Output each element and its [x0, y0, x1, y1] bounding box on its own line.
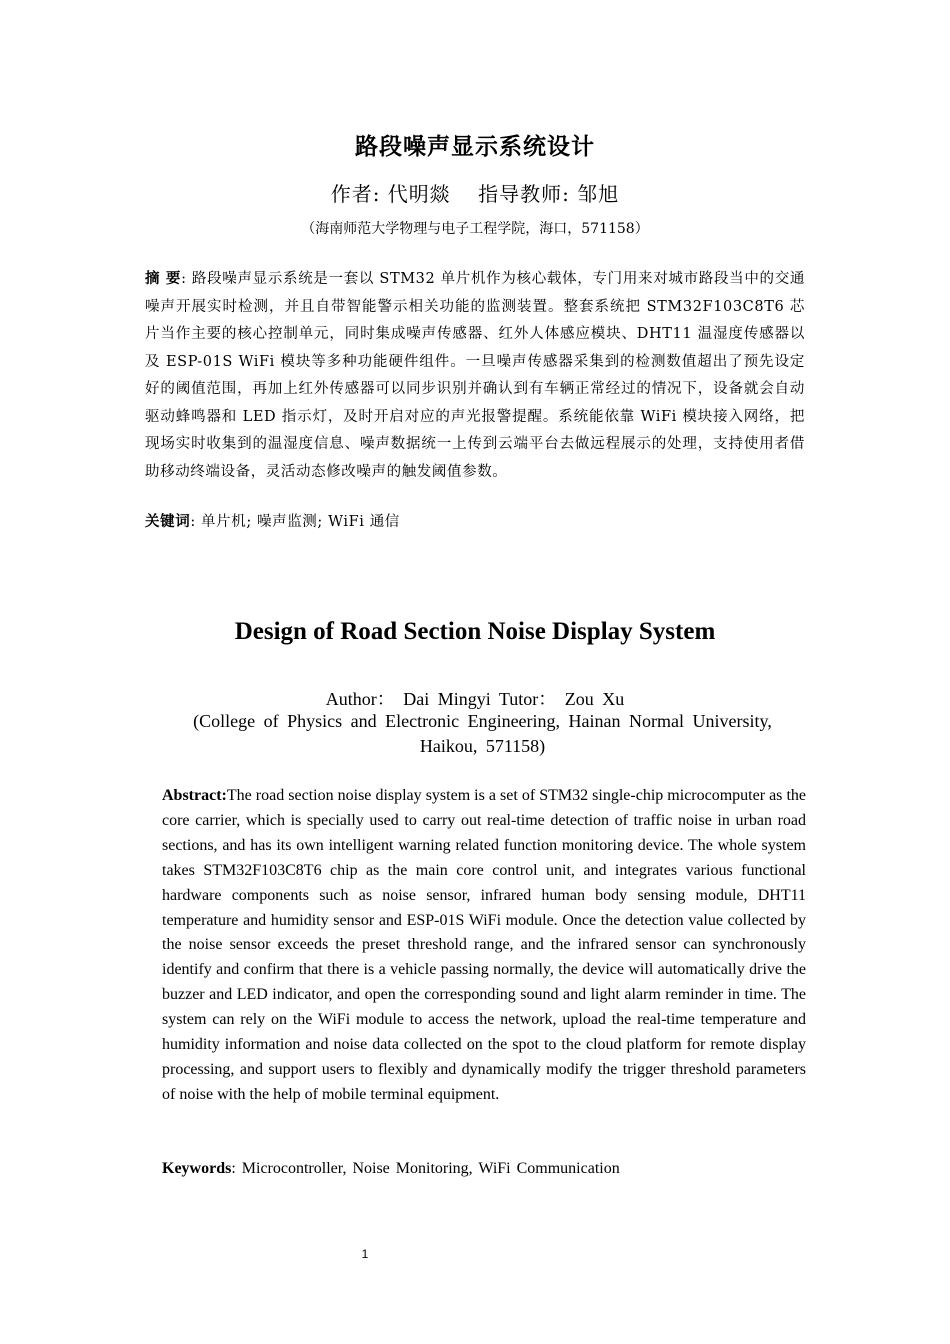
- chinese-abstract-text: 路段噪声显示系统是一套以 STM32 单片机作为核心载体，专门用来对城市路段当中的交通噪声开展实时检测，并且自带智能警示相关功能的监测装置。整套系统把 STM32F103C8T6 芯片当作主要的核心控制单元，同时集成噪声传感器、红外人体感应模块、DHT11 温湿度传感器以及 ESP-01S WiFi 模块等多种功能硬件组件。一旦噪声传感器采集到的检测数值超出了预先设定好的阈值范围，再加上红外传感器可以同步识别并确认到有车辆正常经过的情况下，设备就会自动驱动蜂鸣器和 LED 指示灯，及时开启对应的声光报警提醒。系统能依靠 WiFi 模块接入网络，把现场实时收集到的温湿度信息、噪声数据统一上传到云端平台去做远程展示的处理，支持使用者借助移动终端设备，灵活动态修改噪声的触发阈值参数。: [145, 271, 805, 480]
- english-abstract: [162, 784, 806, 1108]
- chinese-keywords: 关键词: 单片机; 噪声监测; WiFi 通信: [145, 513, 400, 530]
- chinese-affiliation: （海南师范大学物理与电子工程学院，海口，571158）: [301, 221, 649, 237]
- chinese-tutor: 指导教师: 邹旭: [478, 182, 620, 206]
- chinese-keywords-text: 单片机; 噪声监测; WiFi 通信: [201, 514, 400, 530]
- chinese-author-line: [0, 178, 950, 207]
- chinese-keywords-label: 关键词: [145, 513, 191, 530]
- english-abstract-text: The road section noise display system is a set of STM32 single-chip microcomputer as the core carrier, which is specially used to carry out real-time detection of traffic noise in urban road sections, and has its own intelligent warning related function monitoring device. The whole system takes STM32F103C8T6 chip as the main core control unit, and integrates various functional hardware components such as noise sensor, infrared human body sensing module, DHT11 temperature and humidity sensor and ESP-01S WiFi module. Once the detection value collected by the noise sensor exceeds the preset threshold range, and the infrared sensor can synchronously identify and confirm that there is a vehicle passing normally, the device will automatically drive the buzzer and LED indicator, and open the corresponding sound and light alarm reminder in time. The system can rely on the WiFi module to access the network, upload the real-time temperature and humidity information and noise data collected on the spot to the cloud platform for remote display processing, and support users to flexibly and dynamically modify the trigger threshold parameters of noise with the help of mobile terminal equipment.: [162, 787, 806, 1103]
- english-keywords: Keywords: Microcontroller, Noise Monitoring, WiFi Communication: [162, 1160, 620, 1177]
- chinese-author: 作者: 代明燚: [330, 182, 451, 206]
- english-abstract-label: Abstract:: [162, 787, 227, 804]
- chinese-abstract-label: 摘 要: [145, 270, 182, 287]
- chinese-title: 路段噪声显示系统设计: [355, 133, 595, 160]
- english-author-line: Author： Dai Mingyi Tutor： Zou Xu: [325, 689, 625, 709]
- page-number: 1: [361, 1247, 369, 1261]
- english-title: Design of Road Section Noise Display System: [234, 618, 716, 645]
- english-keywords-text: Microcontroller, Noise Monitoring, WiFi Communication: [241, 1160, 620, 1177]
- english-affiliation: (College of Physics and Electronic Engineering, Hainan Normal University, Haikou, 571158): [193, 711, 772, 756]
- english-keywords-label: Keywords: [162, 1160, 232, 1177]
- chinese-abstract: 摘 要: 路段噪声显示系统是一套以 STM32 单片机作为核心载体，专门用来对城市路段当中的交通噪声开展实时检测，并且自带智能警示相关功能的监测装置。整套系统把 STM32F103C8T6 芯片当作主要的核心控制单元，同时集成噪声传感器、红外人体感应模块、DHT11 温湿度传感器以及 ESP-01S WiFi 模块等多种功能硬件组件。一旦噪声传感器采集到的检测数值超出了预先设定好的阈值范围，再加上红外传感器可以同步识别并确认到有车辆正常经过的情况下，设备就会自动驱动蜂鸣器和 LED 指示灯，及时开启对应的声光报警提醒。系统能依靠 WiFi 模块接入网络，把现场实时收集到的温湿度信息、噪声数据统一上传到云端平台去做远程展示的处理，支持使用者借助移动终端设备，灵活动态修改噪声的触发阈值参数。: [145, 270, 805, 480]
